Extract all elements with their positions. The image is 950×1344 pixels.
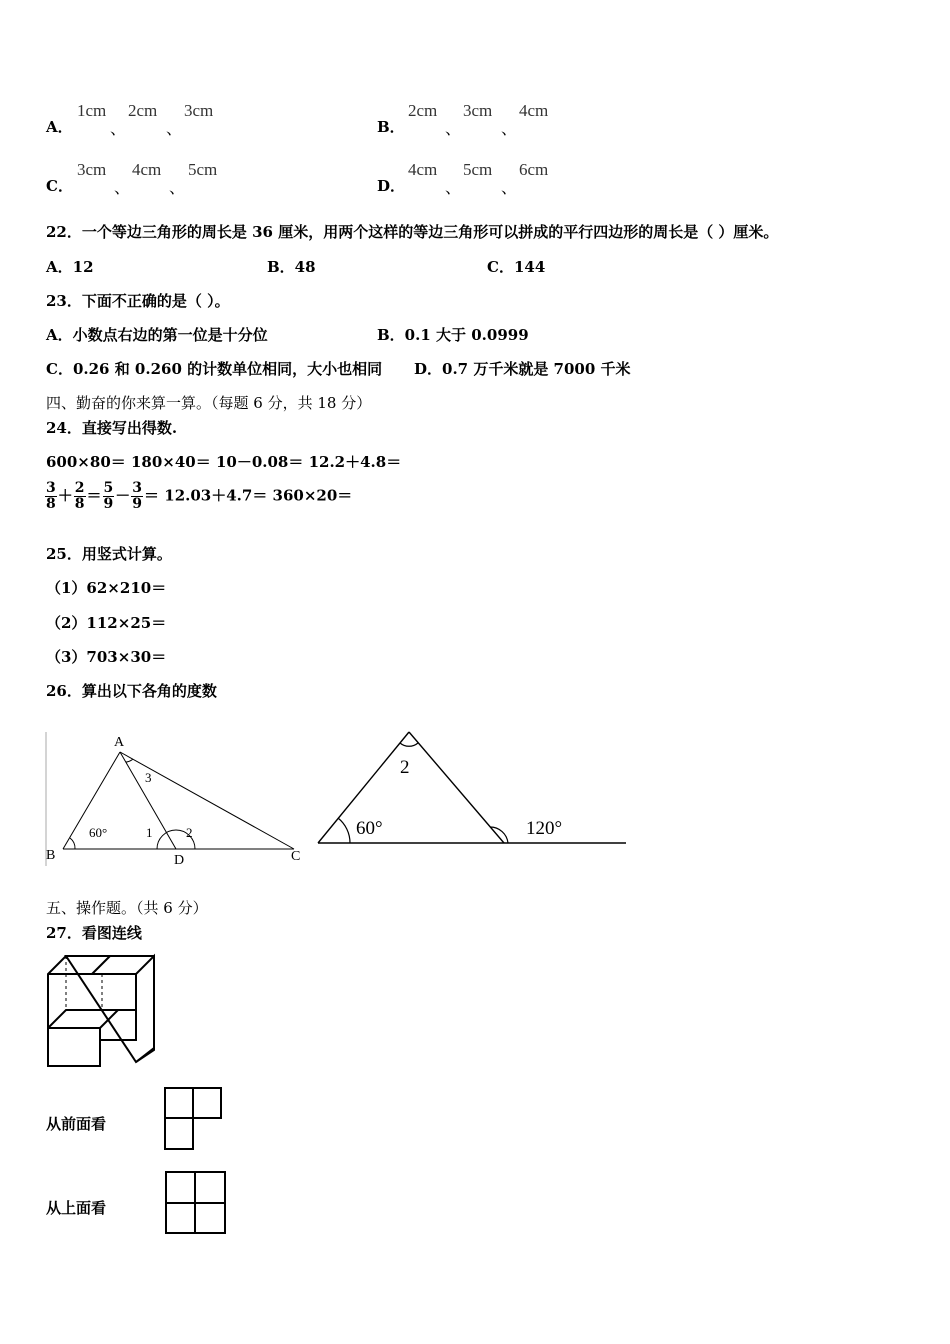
question-23-option-b: B．0.1 大于 0.0999 <box>377 326 529 344</box>
apex-angle-label: 2 <box>400 757 410 778</box>
option-a-sep-1: 、 <box>110 119 127 138</box>
option-c-sep-1: 、 <box>114 178 131 197</box>
question-26-text: 26．算出以下各角的度数 <box>46 682 217 700</box>
option-d-value-1: 4cm <box>408 160 438 179</box>
label-b: B <box>46 848 56 863</box>
option-c-value-2: 4cm <box>132 160 162 179</box>
option-d-letter: D． <box>377 177 406 195</box>
option-b-value-3: 4cm <box>519 101 549 120</box>
option-d-sep-1: 、 <box>445 178 462 197</box>
option-a-letter: A． <box>46 118 73 136</box>
front-cell-bottom-left <box>165 1118 193 1149</box>
question-22-option-c: C．144 <box>487 258 546 276</box>
question-25-part-1: （1）62×210＝ <box>46 579 167 597</box>
option-a-sep-2: 、 <box>166 119 183 138</box>
top-middle-edge <box>92 956 110 974</box>
option-d-value-3: 6cm <box>519 160 549 179</box>
option-c-value-3: 5cm <box>188 160 218 179</box>
angle-60-label: 60° <box>89 825 108 840</box>
option-d-sep-2: 、 <box>501 178 518 197</box>
question-23-option-a: A．小数点右边的第一位是十分位 <box>46 326 268 344</box>
triangle-exterior-angle-figure <box>314 722 630 848</box>
question-22-option-a: A．12 <box>46 258 94 276</box>
option-b-value-2: 3cm <box>463 101 493 120</box>
top-view-grid <box>164 1170 228 1236</box>
question-24-row-1: 600×80＝ 180×40＝ 10－0.08＝ 12.2＋4.8＝ <box>46 453 402 471</box>
angle-3-arc <box>126 759 133 762</box>
angle-120-label: 120° <box>526 818 563 839</box>
step-top <box>48 1010 136 1028</box>
fraction-3-8: $\frac{3}{8}$ <box>46 480 56 512</box>
question-23-option-d: D．0.7 万千米就是 7000 千米 <box>414 360 631 378</box>
question-22-option-b: B．48 <box>267 258 316 276</box>
question-23-text: 23．下面不正确的是（ ）。 <box>46 292 230 310</box>
triangle-abc-figure <box>44 728 306 870</box>
question-23-option-c: C．0.26 和 0.260 的计数单位相同，大小也相同 <box>46 360 383 378</box>
section-5-heading: 五、操作题。（共 6 分） <box>46 899 208 917</box>
question-25-text: 25．用竖式计算。 <box>46 545 172 563</box>
label-c: C <box>291 849 301 864</box>
option-d-value-2: 5cm <box>463 160 493 179</box>
label-a: A <box>114 735 125 750</box>
front-cell-top-left <box>165 1088 193 1118</box>
label-view-front: 从前面看 <box>46 1115 107 1133</box>
option-b-value-1: 2cm <box>408 101 438 120</box>
front-view-grid <box>164 1087 224 1151</box>
label-view-top: 从上面看 <box>46 1199 107 1217</box>
option-c-value-1: 3cm <box>77 160 107 179</box>
angle-3-label: 3 <box>145 770 152 785</box>
option-c-sep-2: 、 <box>169 178 186 197</box>
option-c-letter: C． <box>46 177 73 195</box>
option-b-sep-2: 、 <box>501 119 518 138</box>
question-25-part-3: （3）703×30＝ <box>46 648 167 666</box>
fraction-3-9: $\frac{3}{9}$ <box>132 480 143 512</box>
angle-1-label: 1 <box>146 825 153 840</box>
cube-solid-figure <box>44 952 156 1070</box>
question-24-text: 24．直接写出得数. <box>46 419 178 437</box>
fraction-5-9: $\frac{5}{9}$ <box>103 480 114 512</box>
angle-2-label: 2 <box>186 825 193 840</box>
angle-60-arc <box>338 818 350 843</box>
right-side <box>409 732 504 843</box>
option-a-value-2: 2cm <box>128 101 158 120</box>
option-a-value-3: 3cm <box>184 101 214 120</box>
label-d: D <box>174 853 185 868</box>
angle-60-label: 60° <box>356 818 383 839</box>
option-b-sep-1: 、 <box>445 119 462 138</box>
question-25-part-2: （2）112×25＝ <box>46 614 167 632</box>
question-27-text: 27．看图连线 <box>46 924 142 942</box>
angle-b-arc <box>70 838 75 849</box>
option-a-value-1: 1cm <box>77 101 107 120</box>
question-22-text: 22．一个等边三角形的周长是 36 厘米，用两个这样的等边三角形可以拼成的平行四边形的周长是（ ）厘米。 <box>46 223 779 241</box>
fraction-2-8: $\frac{2}{8}$ <box>74 480 85 512</box>
section-4-heading: 四、勤奋的你来算一算。（每题 6 分，共 18 分） <box>46 394 372 412</box>
front-cell-top-right <box>193 1088 221 1118</box>
option-b-letter: B． <box>377 118 405 136</box>
question-24-row-2: $\frac{3}{8}$ ＋ $\frac{2}{8}$ ＝ $\frac{5}{9}$ － $\frac{3}{9}$ ＝ 12.03＋4.7＝ 360×20＝ <box>46 480 353 512</box>
apex-angle-arc <box>400 743 418 746</box>
